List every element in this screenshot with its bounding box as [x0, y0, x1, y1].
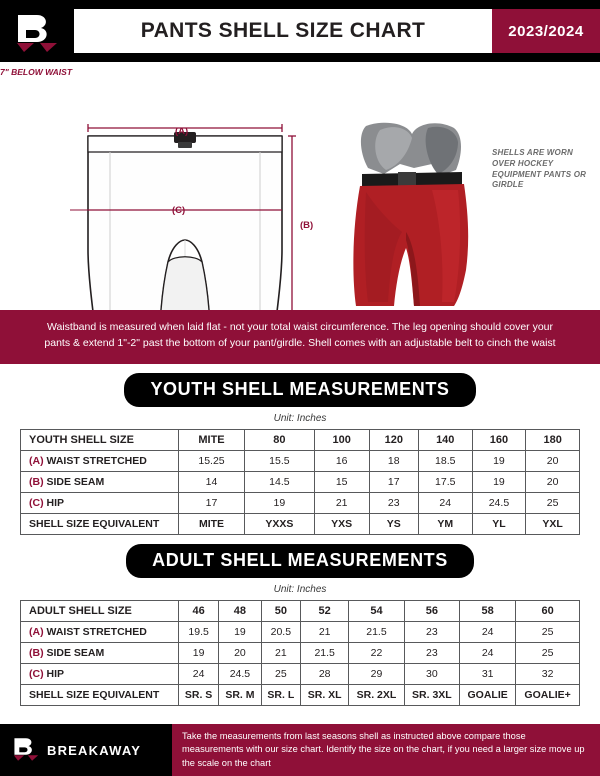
adult-col-7: 58 [460, 600, 516, 621]
label-b: (B) [300, 220, 314, 231]
table-row [21, 642, 580, 663]
youth-r2-c2: 19 [245, 492, 315, 513]
header-logo [0, 0, 74, 62]
adult-col-4: 52 [301, 600, 349, 621]
adult-col-6: 56 [404, 600, 459, 621]
tag-b: (B) [29, 475, 44, 488]
youth-r1-c5: 17.5 [418, 471, 472, 492]
adult-col-2: 48 [219, 600, 261, 621]
youth-heading-label: YOUTH SHELL MEASUREMENTS [124, 373, 475, 407]
youth-r3-c1: MITE [179, 513, 245, 534]
youth-table-block [0, 429, 600, 535]
youth-col-0: YOUTH SHELL SIZE [21, 429, 179, 450]
youth-r3-c4: YS [369, 513, 418, 534]
youth-col-5: 140 [418, 429, 472, 450]
adult-r3-c7: GOALIE [460, 684, 516, 705]
adult-col-5: 54 [349, 600, 404, 621]
waist-reference-note: 7" BELOW WAIST [0, 67, 73, 77]
footer-brand-name: BREAKAWAY [47, 742, 142, 758]
adult-r0-c6: 23 [404, 621, 459, 642]
table-row [21, 684, 580, 705]
adult-r0-c7: 24 [460, 621, 516, 642]
adult-col-0: ADULT SHELL SIZE [21, 600, 179, 621]
youth-r3-c5: YM [418, 513, 472, 534]
tag-b: (B) [29, 646, 44, 659]
adult-row-2-label [21, 663, 179, 684]
youth-row-1-text: SIDE SEAM [43, 475, 105, 488]
adult-r0-c1: 19.5 [179, 621, 219, 642]
adult-r0-c5: 21.5 [349, 621, 404, 642]
youth-r1-c6: 19 [472, 471, 526, 492]
adult-col-1: 46 [179, 600, 219, 621]
youth-col-2: 80 [245, 429, 315, 450]
youth-r2-c4: 23 [369, 492, 418, 513]
adult-r0-c3: 20.5 [261, 621, 300, 642]
adult-r2-c6: 30 [404, 663, 459, 684]
adult-row-0-text: WAIST STRETCHED [43, 625, 147, 638]
youth-row-0-text: WAIST STRETCHED [43, 454, 147, 467]
youth-r3-c6: YL [472, 513, 526, 534]
adult-row-2-text: HIP [43, 667, 64, 680]
adult-r1-c1: 19 [179, 642, 219, 663]
page-footer [0, 724, 600, 776]
adult-r2-c8: 32 [516, 663, 580, 684]
adult-r1-c2: 20 [219, 642, 261, 663]
hockey-pants-shell-diagram-icon [70, 122, 300, 310]
adult-unit-label: Unit: Inches [273, 583, 327, 595]
table-row [21, 621, 580, 642]
adult-r1-c5: 22 [349, 642, 404, 663]
youth-r2-c5: 24 [418, 492, 472, 513]
table-header-row [21, 600, 580, 621]
youth-section-heading [0, 364, 600, 413]
table-row [21, 471, 580, 492]
youth-col-6: 160 [472, 429, 526, 450]
youth-r2-c3: 21 [314, 492, 369, 513]
adult-r3-c8: GOALIE+ [516, 684, 580, 705]
footer-brand [0, 724, 172, 776]
adult-row-3-label: SHELL SIZE EQUIVALENT [21, 684, 179, 705]
youth-r3-c3: YXS [314, 513, 369, 534]
table-row [21, 492, 580, 513]
youth-size-table [20, 429, 580, 535]
table-row [21, 513, 580, 534]
adult-col-3: 50 [261, 600, 300, 621]
page-header [0, 0, 600, 62]
adult-r3-c4: SR. XL [301, 684, 349, 705]
youth-row-1-label [21, 471, 179, 492]
adult-table-block [0, 600, 600, 706]
page-title-plate [74, 9, 492, 53]
youth-r0-c2: 15.5 [245, 450, 315, 471]
shell-worn-note: SHELLS ARE WORN OVER HOCKEY EQUIPMENT PANTS OR GIRDLE [492, 148, 587, 190]
adult-r3-c1: SR. S [179, 684, 219, 705]
youth-r1-c1: 14 [179, 471, 245, 492]
youth-col-3: 100 [314, 429, 369, 450]
breakaway-b-logo-icon [14, 9, 60, 53]
diagram-section [0, 62, 600, 310]
adult-r1-c7: 24 [460, 642, 516, 663]
youth-r0-c6: 19 [472, 450, 526, 471]
adult-size-table [20, 600, 580, 706]
page-title: PANTS SHELL SIZE CHART [140, 19, 426, 42]
red-hockey-shell-photo [336, 120, 486, 310]
youth-row-0-label [21, 450, 179, 471]
youth-col-7: 180 [526, 429, 580, 450]
youth-row-2-label [21, 492, 179, 513]
adult-row-1-label [21, 642, 179, 663]
tag-c: (C) [29, 496, 44, 509]
youth-r2-c1: 17 [179, 492, 245, 513]
adult-r1-c6: 23 [404, 642, 459, 663]
youth-r0-c5: 18.5 [418, 450, 472, 471]
breakaway-b-logo-icon [12, 733, 40, 768]
adult-row-0-label [21, 621, 179, 642]
adult-row-1-text: SIDE SEAM [43, 646, 105, 659]
table-row [21, 663, 580, 684]
adult-r3-c3: SR. L [261, 684, 300, 705]
youth-row-2-text: HIP [43, 496, 64, 509]
adult-r2-c7: 31 [460, 663, 516, 684]
youth-r2-c6: 24.5 [472, 492, 526, 513]
measurement-note-bar: Waistband is measured when laid flat - not your total waist circumference. The leg opening should cover your pants & extend 1"-2" past the bottom of your pant/girdle. Shell comes with an adjustable belt to cinch the waist [0, 310, 600, 364]
label-c: (C) [172, 205, 186, 216]
youth-col-1: MITE [179, 429, 245, 450]
adult-r2-c1: 24 [179, 663, 219, 684]
adult-r2-c4: 28 [301, 663, 349, 684]
label-a: (A) [175, 126, 189, 137]
youth-r0-c1: 15.25 [179, 450, 245, 471]
youth-r3-c7: YXL [526, 513, 580, 534]
adult-r2-c5: 29 [349, 663, 404, 684]
youth-col-4: 120 [369, 429, 418, 450]
table-row [21, 450, 580, 471]
footer-instructions: Take the measurements from last seasons shell as instructed above compare those measurements with our size chart. Identify the size on the chart, if you need a larger size move up the scale on the chart [172, 724, 600, 776]
tag-a: (A) [29, 625, 44, 638]
table-header-row [21, 429, 580, 450]
adult-r3-c6: SR. 3XL [404, 684, 459, 705]
adult-r3-c5: SR. 2XL [349, 684, 404, 705]
adult-r2-c2: 24.5 [219, 663, 261, 684]
adult-r0-c8: 25 [516, 621, 580, 642]
adult-r2-c3: 25 [261, 663, 300, 684]
season-badge: 2023/2024 [492, 9, 600, 53]
youth-r1-c7: 20 [526, 471, 580, 492]
adult-r1-c8: 25 [516, 642, 580, 663]
tag-c: (C) [29, 667, 44, 680]
youth-r1-c4: 17 [369, 471, 418, 492]
tag-a: (A) [29, 454, 44, 467]
adult-section-heading [0, 535, 600, 584]
youth-r3-c2: YXXS [245, 513, 315, 534]
adult-r3-c2: SR. M [219, 684, 261, 705]
youth-r1-c3: 15 [314, 471, 369, 492]
youth-r2-c7: 25 [526, 492, 580, 513]
adult-r1-c4: 21.5 [301, 642, 349, 663]
adult-r0-c4: 21 [301, 621, 349, 642]
adult-r0-c2: 19 [219, 621, 261, 642]
adult-r1-c3: 21 [261, 642, 300, 663]
youth-r0-c4: 18 [369, 450, 418, 471]
adult-heading-label: ADULT SHELL MEASUREMENTS [126, 544, 474, 578]
youth-row-3-label: SHELL SIZE EQUIVALENT [21, 513, 179, 534]
youth-r0-c3: 16 [314, 450, 369, 471]
youth-unit-label: Unit: Inches [273, 412, 327, 424]
youth-r1-c2: 14.5 [245, 471, 315, 492]
youth-r0-c7: 20 [526, 450, 580, 471]
adult-col-8: 60 [516, 600, 580, 621]
